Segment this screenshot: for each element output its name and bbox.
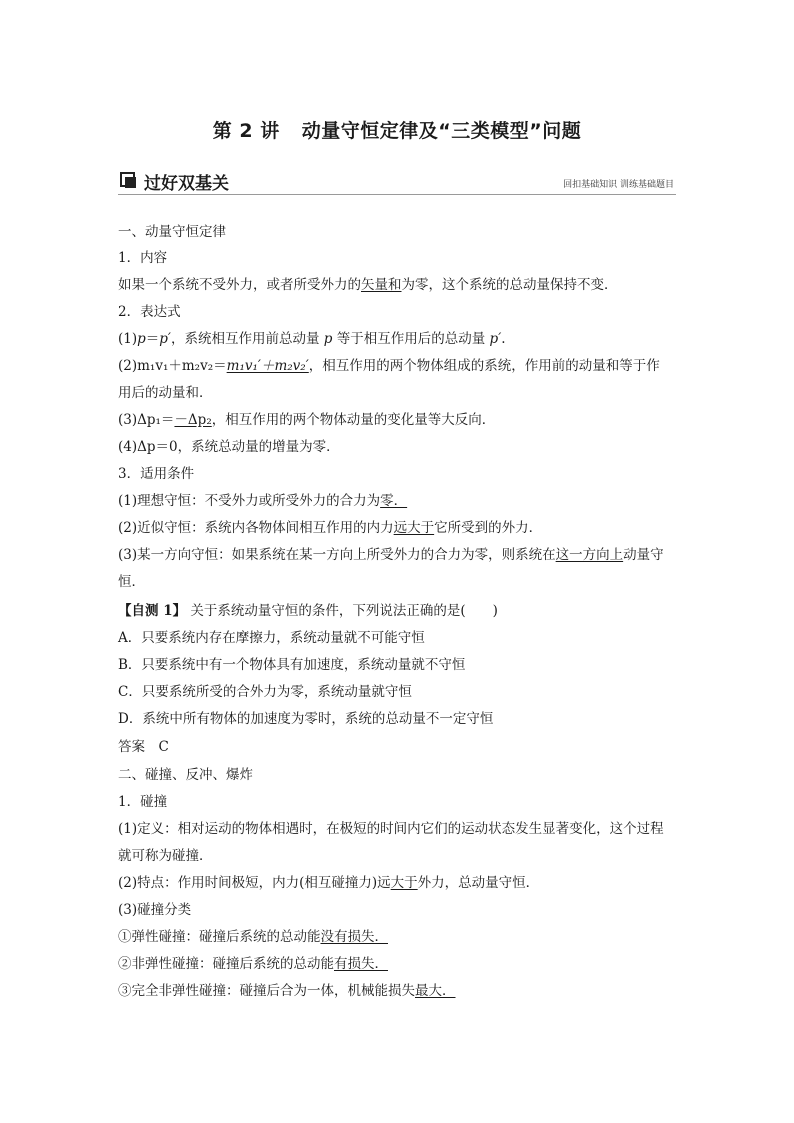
section-header [118,168,676,195]
subheading-collision: 1．碰撞 [118,794,168,810]
feature-line: (2)特点：作用时间极短，内力(相互碰撞力)远大于外力，总动量守恒． [118,875,540,891]
definition-line-2: 就可称为碰撞． [118,848,213,864]
quiz-option-a: A．只要系统内存在摩擦力，系统动量就不可能守恒 [118,630,425,646]
subheading-content: 1．内容 [118,250,168,266]
quiz-option-d: D．系统中所有物体的加速度为零时，系统的总动量不一定守恒 [118,711,494,727]
type-elastic: ①弹性碰撞：碰撞后系统的总动能没有损失． [118,929,388,945]
quiz-question: 【自测 1】 关于系统动量守恒的条件，下列说法正确的是( ) [118,603,498,619]
quiz-answer: 答案 C [118,739,169,755]
content-paragraph: 如果一个系统不受外力，或者所受外力的矢量和为零，这个系统的总动量保持不变． [118,277,618,293]
subheading-conditions: 3．适用条件 [118,466,195,482]
type-perfectly-inelastic: ③完全非弹性碰撞：碰撞后合为一体，机械能损失最大． [118,983,456,999]
subheading-expression: 2．表达式 [118,304,181,320]
expression-2-cont: 用后的动量和． [118,385,213,401]
section-title: 过好双基关 [144,174,229,194]
definition-line-1: (1)定义：相对运动的物体相遇时，在极短的时间内它们的运动状态发生显著变化，这个过程 [118,821,664,837]
expression-3: (3)Δp₁＝－Δp₂，相互作用的两个物体动量的变化量等大反向． [118,412,496,428]
type-inelastic: ②非弹性碰撞：碰撞后系统的总动能有损失． [118,956,388,972]
quiz-tag: 【自测 1】 [118,603,187,619]
expression-1: (1)p＝p′，系统相互作用前总动量 p 等于相互作用后的总动量 p′. [118,331,506,347]
lecture-number: 第 2 讲 [212,120,280,142]
condition-2: (2)近似守恒：系统内各物体间相互作用的内力远大于它所受到的外力． [118,520,543,536]
condition-1: (1)理想守恒：不受外力或所受外力的合力为零． [118,493,408,509]
classification-heading: (3)碰撞分类 [118,902,192,918]
quiz-option-b: B．只要系统中有一个物体具有加速度，系统动量就不守恒 [118,657,466,673]
expression-2: (2)m₁v₁＋m₂v₂＝m₁v₁′＋m₂v₂′，相互作用的两个物体组成的系统，作用前的动量和等于作 [118,358,660,374]
condition-3-cont: 恒． [118,574,145,590]
heading-collision: 二、碰撞、反冲、爆炸 [118,767,253,783]
expression-4: (4)Δp＝0，系统总动量的增量为零． [118,439,340,455]
page-title [0,116,794,143]
lecture-topic: 动量守恒定律及“三类模型”问题 [301,120,582,142]
quiz-option-c: C．只要系统所受的合外力为零，系统动量就守恒 [118,684,412,700]
section-square-icon [120,172,136,188]
condition-3: (3)某一方向守恒：如果系统在某一方向上所受外力的合力为零，则系统在这一方向上动量守 [118,547,664,563]
section-subtitle: 回扣基础知识 训练基础题目 [563,180,674,190]
heading-momentum-conservation: 一、动量守恒定律 [118,224,226,240]
